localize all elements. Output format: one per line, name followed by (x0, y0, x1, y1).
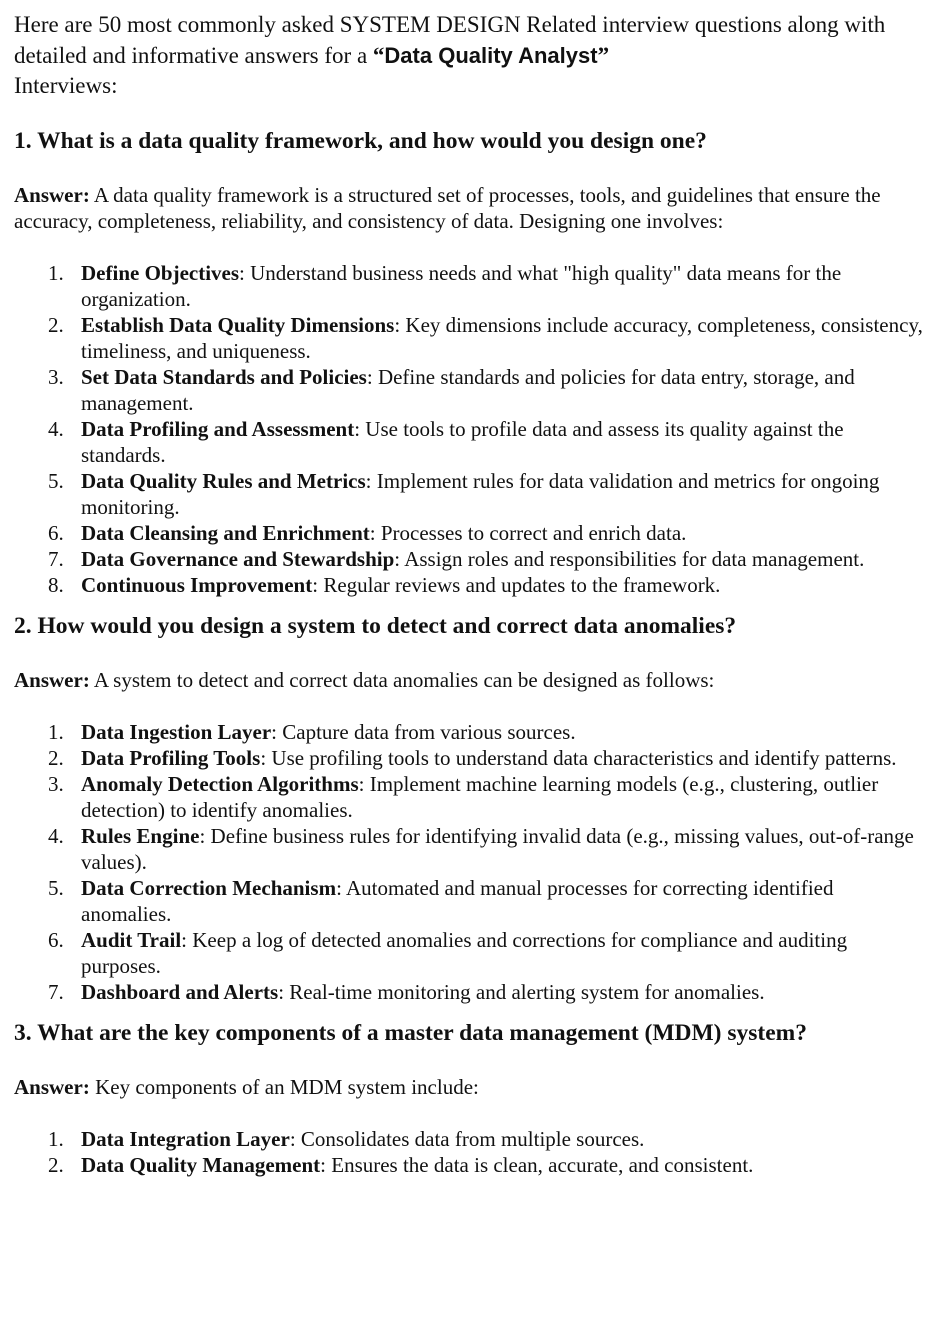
list-term: Continuous Improvement (81, 572, 313, 597)
list-term: Dashboard and Alerts (81, 979, 279, 1004)
intro-close-quote: ” (597, 42, 610, 68)
list-item (14, 364, 923, 416)
intro-open-quote: “ (372, 42, 385, 68)
list-number: 1. (48, 719, 64, 744)
list-item (14, 468, 923, 520)
list-desc: : Real-time monitoring and alerting system for anomalies. (278, 979, 765, 1004)
list-number: 6. (48, 927, 64, 952)
list-item (14, 416, 923, 468)
answer-paragraph (14, 1074, 923, 1100)
list-item (14, 875, 923, 927)
list-item (14, 979, 923, 1005)
list-term: Data Profiling Tools (81, 745, 261, 770)
list-number: 3. (48, 364, 64, 389)
list-desc: : Ensures the data is clean, accurate, and consistent. (320, 1152, 754, 1177)
list-number: 5. (48, 875, 64, 900)
list-item (14, 823, 923, 875)
list-number: 2. (48, 745, 64, 770)
list-item (14, 1152, 923, 1178)
list-term: Audit Trail (81, 927, 182, 952)
list-desc: : Regular reviews and updates to the framework. (312, 572, 721, 597)
list-desc: : Capture data from various sources. (271, 719, 576, 744)
list-number: 2. (48, 312, 64, 337)
answer-text: A data quality framework is a structured set of processes, tools, and guidelines that ensure the accuracy, completeness, reliability, and consistency of data. Designing one involves: (14, 182, 881, 233)
numbered-list (14, 719, 923, 1005)
list-desc: : Define business rules for identifying invalid data (e.g., missing values, out-of-range values). (81, 823, 914, 874)
list-number: 2. (48, 1152, 64, 1177)
list-term: Set Data Standards and Policies (81, 364, 367, 389)
list-desc: : Understand business needs and what "high quality" data means for the organization. (81, 260, 842, 311)
list-term: Data Integration Layer (81, 1126, 290, 1151)
list-desc: : Processes to correct and enrich data. (369, 520, 687, 545)
list-term: Data Cleansing and Enrichment (81, 520, 370, 545)
list-term: Data Quality Management (81, 1152, 321, 1177)
list-number: 3. (48, 771, 64, 796)
list-term: Data Governance and Stewardship (81, 546, 395, 571)
list-number: 1. (48, 260, 64, 285)
answer-paragraph (14, 667, 923, 693)
intro-role: Data Quality Analyst (384, 42, 598, 68)
list-term: Define Objectives (81, 260, 240, 285)
numbered-list (14, 260, 923, 598)
answer-text: A system to detect and correct data anomalies can be designed as follows: (93, 667, 715, 692)
list-desc: : Implement rules for data validation and metrics for ongoing monitoring. (81, 468, 880, 519)
list-term: Data Ingestion Layer (81, 719, 272, 744)
question-heading: 1. What is a data quality framework, and how would you design one? (14, 127, 707, 154)
list-number: 4. (48, 416, 64, 441)
list-number: 7. (48, 546, 64, 571)
list-desc: : Keep a log of detected anomalies and corrections for compliance and auditing purposes. (81, 927, 848, 978)
list-term: Establish Data Quality Dimensions (81, 312, 395, 337)
question-heading: 2. How would you design a system to detect and correct data anomalies? (14, 612, 737, 639)
list-item (14, 312, 923, 364)
list-desc: : Implement machine learning models (e.g., clustering, outlier detection) to identify anomalies. (81, 771, 879, 822)
answer-label: Answer: (14, 667, 90, 692)
list-desc: : Assign roles and responsibilities for data management. (394, 546, 865, 571)
list-number: 5. (48, 468, 64, 493)
list-term: Anomaly Detection Algorithms (81, 771, 359, 796)
list-item (14, 260, 923, 312)
list-term: Rules Engine (81, 823, 200, 848)
intro-prefix: Here are 50 most commonly asked SYSTEM DESIGN Related interview questions along with detailed and informative answers for a (14, 12, 886, 68)
answer-label: Answer: (14, 182, 90, 207)
list-desc: : Use tools to profile data and assess its quality against the standards. (81, 416, 844, 467)
numbered-list (14, 1126, 923, 1178)
list-term: Data Profiling and Assessment (81, 416, 355, 441)
list-term: Data Correction Mechanism (81, 875, 337, 900)
list-item (14, 1126, 923, 1152)
list-item (14, 719, 923, 745)
list-desc: : Consolidates data from multiple sources. (289, 1126, 645, 1151)
list-term: Data Quality Rules and Metrics (81, 468, 366, 493)
list-item (14, 745, 923, 771)
list-item (14, 771, 923, 823)
list-item (14, 546, 923, 572)
list-item (14, 572, 923, 598)
list-number: 4. (48, 823, 64, 848)
list-desc: : Key dimensions include accuracy, completeness, consistency, timeliness, and uniqueness. (81, 312, 923, 363)
list-item (14, 520, 923, 546)
list-number: 1. (48, 1126, 64, 1151)
list-number: 6. (48, 520, 64, 545)
list-number: 8. (48, 572, 64, 597)
list-desc: : Use profiling tools to understand data characteristics and identify patterns. (260, 745, 897, 770)
answer-label: Answer: (14, 1074, 90, 1099)
answer-text: Key components of an MDM system include: (95, 1074, 479, 1099)
intro-paragraph (14, 10, 923, 102)
list-item (14, 927, 923, 979)
list-desc: : Automated and manual processes for correcting identified anomalies. (81, 875, 834, 926)
question-heading: 3. What are the key components of a master data management (MDM) system? (14, 1019, 808, 1046)
intro-suffix: Interviews: (14, 73, 118, 98)
list-number: 7. (48, 979, 64, 1004)
answer-paragraph (14, 182, 923, 234)
list-desc: : Define standards and policies for data entry, storage, and management. (81, 364, 855, 415)
